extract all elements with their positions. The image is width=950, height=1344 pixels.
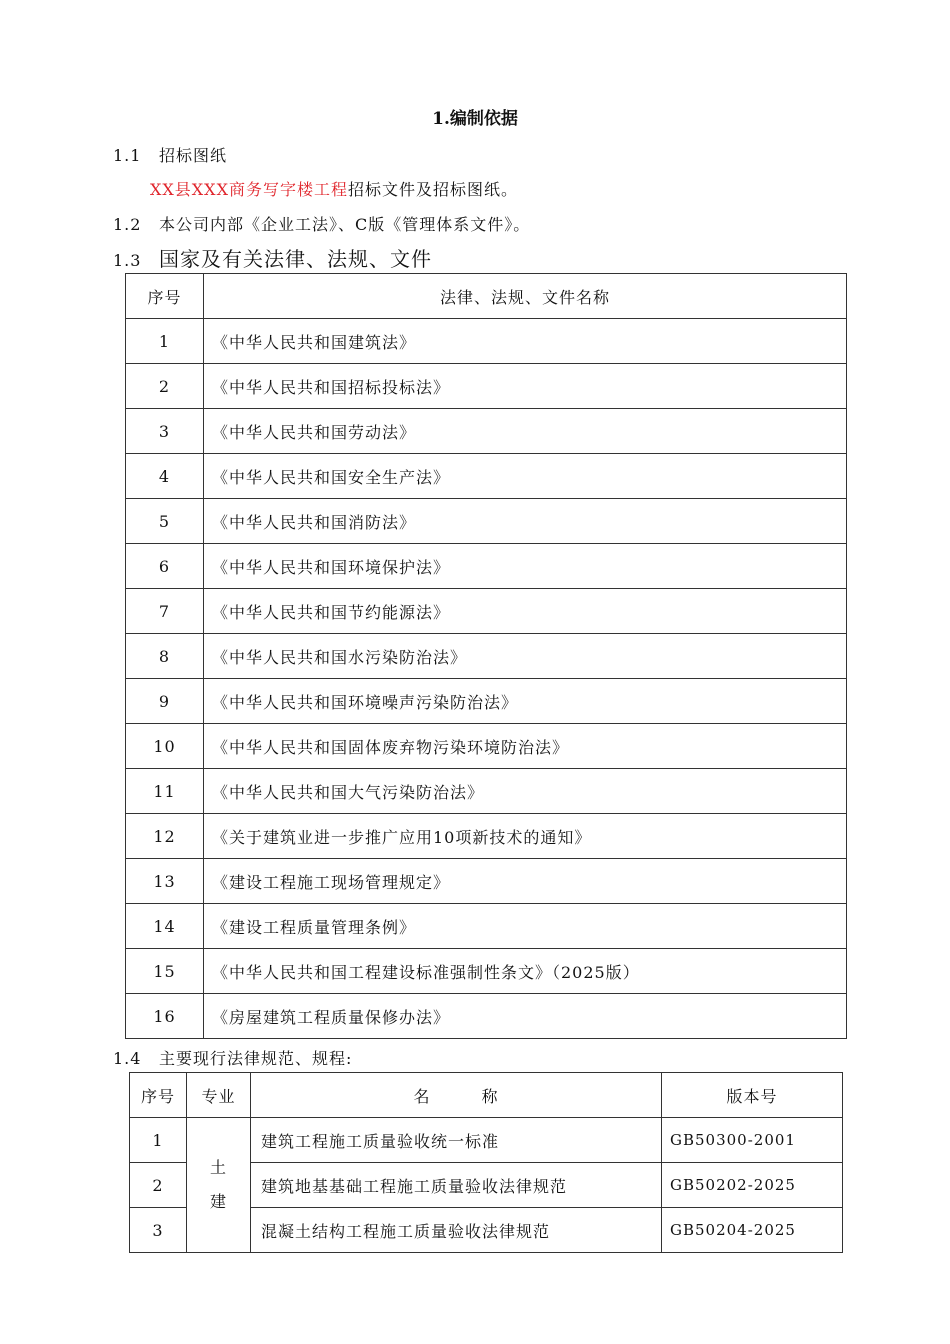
row-name: 《中华人民共和国环境噪声污染防治法》 <box>204 679 847 724</box>
row-name: 《中华人民共和国大气污染防治法》 <box>204 769 847 814</box>
table-row <box>126 949 847 994</box>
row-name: 《建设工程施工现场管理规定》 <box>204 859 847 904</box>
section-1-4 <box>113 1046 352 1069</box>
row-name: 建筑工程施工质量验收统一标准 <box>251 1118 662 1163</box>
major-char: 土 <box>209 1158 227 1177</box>
row-no: 15 <box>126 949 204 994</box>
row-name: 《关于建筑业进一步推广应用10项新技术的通知》 <box>204 814 847 859</box>
table-row <box>126 499 847 544</box>
row-name: 《中华人民共和国消防法》 <box>204 499 847 544</box>
table-row <box>126 769 847 814</box>
table-row <box>126 634 847 679</box>
section-label: 招标图纸 <box>159 146 228 165</box>
section-1-1-body <box>150 177 518 200</box>
header-version: 版本号 <box>662 1073 843 1118</box>
row-name: 混凝土结构工程施工质量验收法律规范 <box>251 1208 662 1253</box>
row-no: 12 <box>126 814 204 859</box>
row-name: 《中华人民共和国招标投标法》 <box>204 364 847 409</box>
row-no: 9 <box>126 679 204 724</box>
table-row <box>126 904 847 949</box>
section-number: 1.1 <box>113 146 142 165</box>
row-name: 《建设工程质量管理条例》 <box>204 904 847 949</box>
row-no: 7 <box>126 589 204 634</box>
table-row <box>126 319 847 364</box>
row-name: 《中华人民共和国环境保护法》 <box>204 544 847 589</box>
row-no: 11 <box>126 769 204 814</box>
row-name: 《中华人民共和国劳动法》 <box>204 409 847 454</box>
row-no: 3 <box>126 409 204 454</box>
header-no: 序号 <box>130 1073 187 1118</box>
section-1-3 <box>113 243 432 272</box>
row-no: 8 <box>126 634 204 679</box>
section-label: 主要现行法律规范、规程: <box>159 1049 353 1068</box>
table-row <box>126 814 847 859</box>
section-label: 本公司内部《企业工法》、C版《管理体系文件》。 <box>159 215 531 234</box>
table-row <box>130 1118 843 1163</box>
table-row <box>126 364 847 409</box>
project-name: XX县XXX商务写字楼工程 <box>150 180 348 199</box>
row-name: 《中华人民共和国水污染防治法》 <box>204 634 847 679</box>
specs-table <box>129 1072 843 1253</box>
row-no: 10 <box>126 724 204 769</box>
row-name: 建筑地基基础工程施工质量验收法律规范 <box>251 1163 662 1208</box>
section-number: 1.3 <box>113 251 142 270</box>
table-row <box>126 409 847 454</box>
section-1-1 <box>113 143 227 166</box>
table-row <box>126 679 847 724</box>
table-header-row <box>126 274 847 319</box>
major-char: 建 <box>209 1192 227 1211</box>
row-no: 2 <box>126 364 204 409</box>
table-row <box>126 859 847 904</box>
section-label: 国家及有关法律、法规、文件 <box>159 247 432 271</box>
table-header-row <box>130 1073 843 1118</box>
row-no: 3 <box>130 1208 187 1253</box>
row-name: 《中华人民共和国固体废弃物污染环境防治法》 <box>204 724 847 769</box>
row-no: 14 <box>126 904 204 949</box>
laws-table <box>125 273 847 1039</box>
row-no: 1 <box>130 1118 187 1163</box>
header-no: 序号 <box>126 274 204 319</box>
row-version: GB50300-2001 <box>662 1118 843 1163</box>
row-no: 5 <box>126 499 204 544</box>
table-row <box>126 724 847 769</box>
header-name: 法律、法规、文件名称 <box>204 274 847 319</box>
row-no: 6 <box>126 544 204 589</box>
section-number: 1.2 <box>113 215 142 234</box>
body-text: 招标文件及招标图纸。 <box>347 180 518 199</box>
row-no: 4 <box>126 454 204 499</box>
major-cell <box>187 1118 251 1253</box>
table-row <box>126 994 847 1039</box>
table-row <box>126 454 847 499</box>
row-name: 《中华人民共和国安全生产法》 <box>204 454 847 499</box>
row-no: 13 <box>126 859 204 904</box>
row-name: 《中华人民共和国工程建设标准强制性条文》（2025版） <box>204 949 847 994</box>
section-number: 1.4 <box>113 1049 142 1068</box>
row-no: 2 <box>130 1163 187 1208</box>
table-row <box>126 589 847 634</box>
row-name: 《中华人民共和国节约能源法》 <box>204 589 847 634</box>
row-name: 《房屋建筑工程质量保修办法》 <box>204 994 847 1039</box>
row-version: GB50204-2025 <box>662 1208 843 1253</box>
section-1-2 <box>113 212 530 235</box>
row-name: 《中华人民共和国建筑法》 <box>204 319 847 364</box>
table-row <box>126 544 847 589</box>
row-no: 1 <box>126 319 204 364</box>
header-major: 专业 <box>187 1073 251 1118</box>
row-no: 16 <box>126 994 204 1039</box>
row-version: GB50202-2025 <box>662 1163 843 1208</box>
header-name: 名 称 <box>251 1073 662 1118</box>
section-title: 1.编制依据 <box>432 109 518 129</box>
